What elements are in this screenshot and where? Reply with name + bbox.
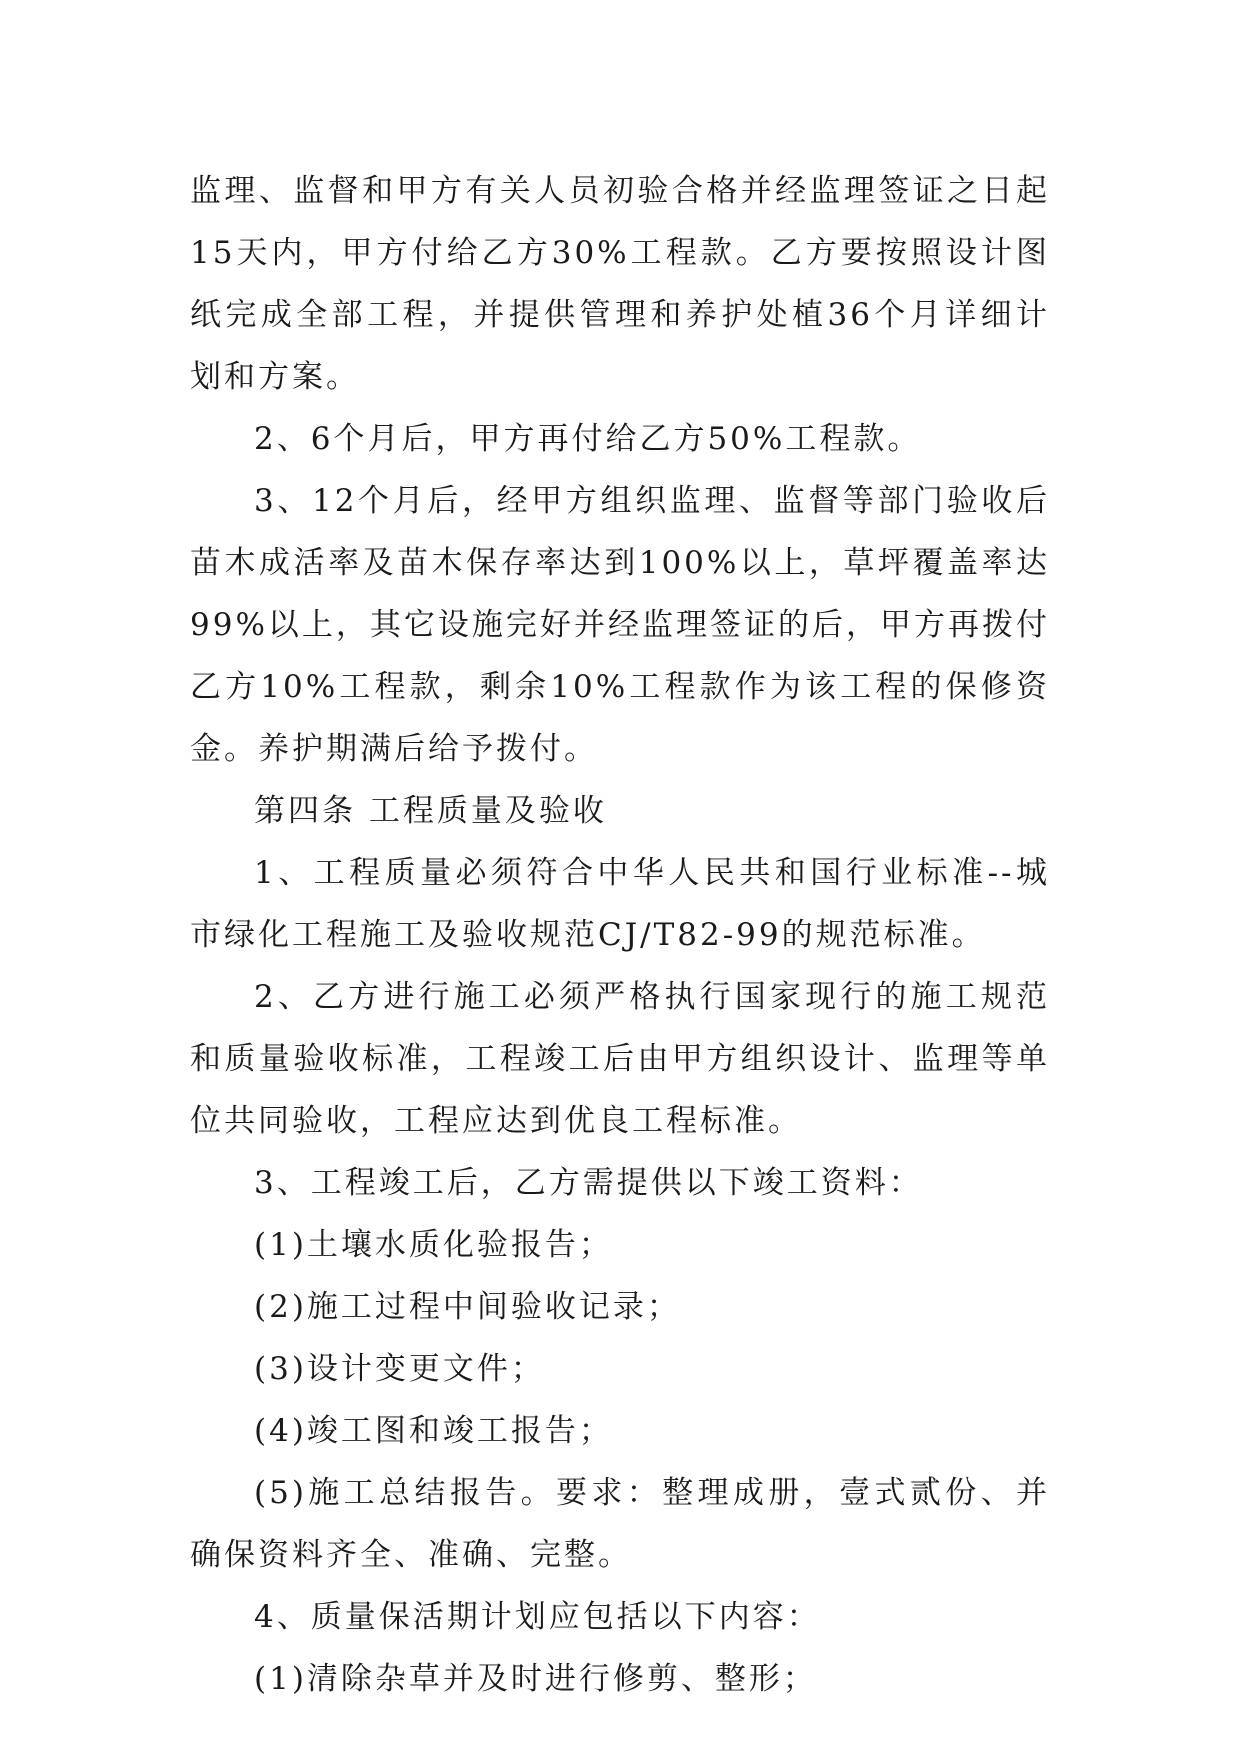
paragraph-payment-first: 监理、监督和甲方有关人员初验合格并经监理签证之日起15天内，甲方付给乙方30%工程款。乙方要按照设计图纸完成全部工程，并提供管理和养护处植36个月详细计划和方案。 <box>190 173 1050 395</box>
list-item-weeding-pruning: (1)清除杂草并及时进行修剪、整形； <box>254 1661 817 1697</box>
list-item-summary-report: (5)施工总结报告。要求：整理成册，壹式贰份、并确保资料齐全、准确、完整。 <box>190 1475 1050 1573</box>
section-heading-article-four: 第四条 工程质量及验收 <box>254 793 607 829</box>
paragraph-payment-twelve-months: 3、12个月后，经甲方组织监理、监督等部门验收后苗木成活率及苗木保存率达到100%以上，草坪覆盖率达99%以上，其它设施完好并经监理签证的后，甲方再拨付乙方10%工程款，剩余10%工程款作为该工程的保修资金。养护期满后给予拨付。 <box>190 483 1050 767</box>
paragraph-payment-six-months: 2、6个月后，甲方再付给乙方50%工程款。 <box>254 421 922 457</box>
paragraph-construction-acceptance: 2、乙方进行施工必须严格执行国家现行的施工规范和质量验收标准，工程竣工后由甲方组织设计、监理等单位共同验收，工程应达到优良工程标准。 <box>190 979 1050 1139</box>
document-body <box>190 160 1050 1710</box>
list-item-inspection-records: (2)施工过程中间验收记录； <box>254 1289 681 1325</box>
list-item-completion-drawings: (4)竣工图和竣工报告； <box>254 1413 613 1449</box>
list-item-soil-report: (1)土壤水质化验报告； <box>254 1227 613 1263</box>
paragraph-quality-standard: 1、工程质量必须符合中华人民共和国行业标准--城市绿化工程施工及验收规范CJ/T82-99的规范标准。 <box>190 855 1050 953</box>
paragraph-warranty-plan: 4、质量保活期计划应包括以下内容： <box>254 1599 821 1635</box>
list-item-design-changes: (3)设计变更文件； <box>254 1351 545 1387</box>
paragraph-completion-documents: 3、工程竣工后，乙方需提供以下竣工资料： <box>254 1165 923 1201</box>
